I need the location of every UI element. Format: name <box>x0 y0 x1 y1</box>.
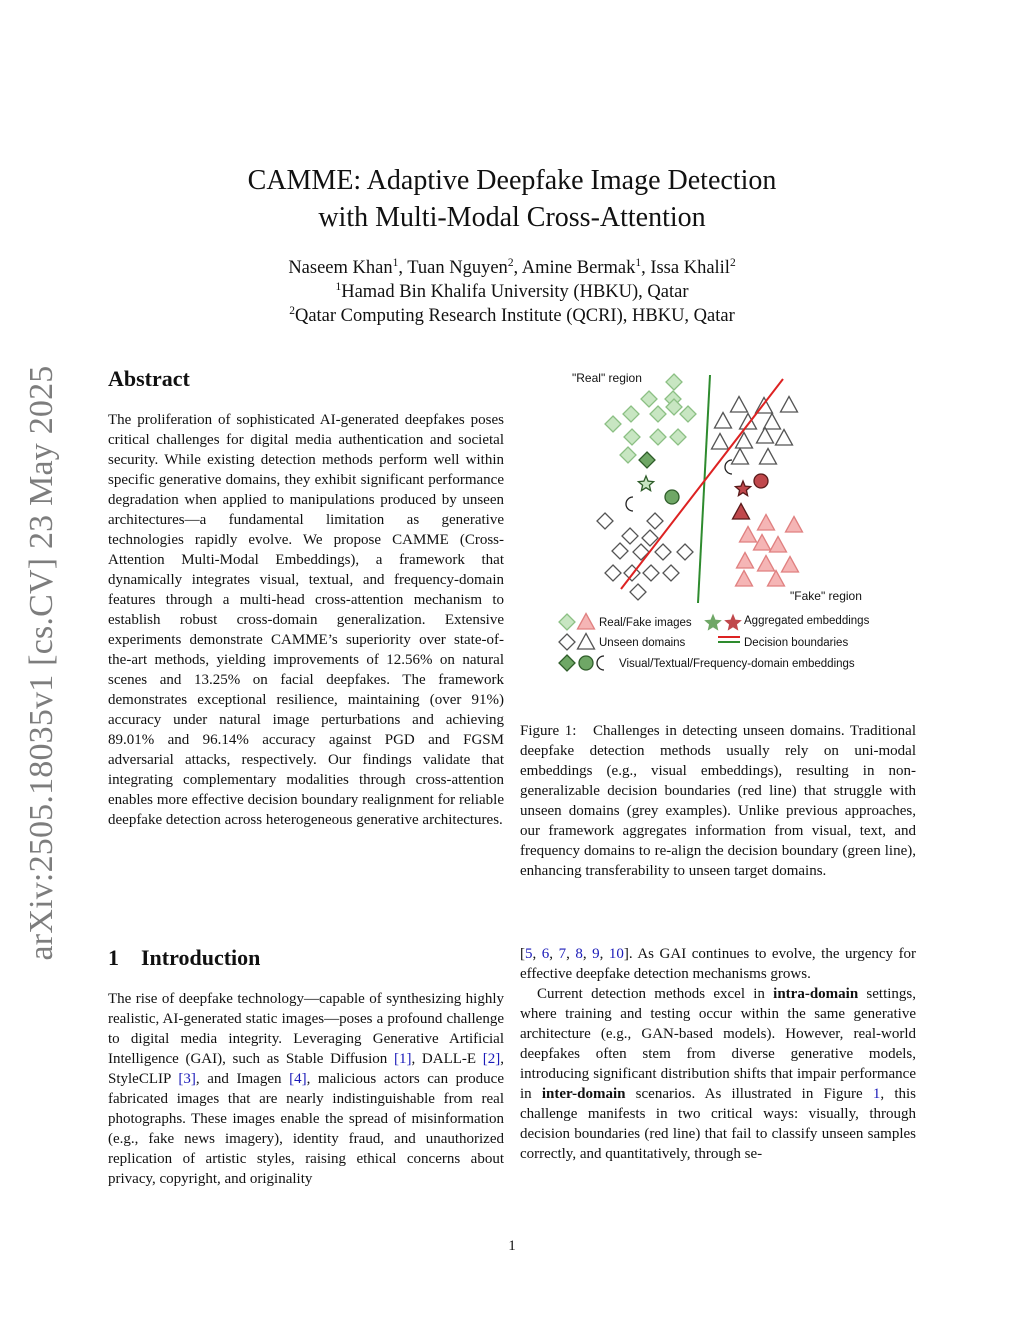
figure-caption <box>520 721 916 881</box>
real-sample-diamond <box>605 416 621 432</box>
arxiv-stamp <box>18 365 66 960</box>
fake-aggregated-embedding-star <box>735 481 750 496</box>
fake-sample-triangle <box>770 537 787 553</box>
fake-visual-embedding-triangle <box>733 504 750 520</box>
unseen-sample-diamond <box>633 544 649 560</box>
fake-sample-triangle <box>736 571 753 587</box>
legend-real-diamond <box>559 614 575 630</box>
arxiv-identifier: arXiv:2505.18035v1 [cs.CV] 23 May 2025 <box>23 365 60 960</box>
fake-sample-triangle <box>768 571 785 587</box>
author-list <box>160 256 864 280</box>
authors-block <box>160 256 864 328</box>
fake-sample-triangle <box>782 557 799 573</box>
citation-link[interactable]: 5 <box>525 946 533 962</box>
real-visual-embedding-diamond <box>639 452 655 468</box>
fake-sample-triangle <box>786 517 803 533</box>
real-sample-diamond <box>680 406 696 422</box>
abstract-heading: Abstract <box>108 366 190 391</box>
unseen-sample-diamond <box>663 565 679 581</box>
fake-sample-triangle <box>740 527 757 543</box>
citation-link[interactable]: [1] <box>393 1051 412 1067</box>
caption-text: Challenges in detecting unseen domains. Traditional deepfake detection methods usually rely on uni-modal embeddings (e.g., visual embeddings), resulting in non-generalizable decision boundaries (red line) that struggle with unseen domains (grey examples). Unlike previous approaches, our framework aggregates information from visual, text, and frequency domains to re-align the decision boundary (green line), enhancing transferability to unseen target domains. <box>520 723 916 879</box>
figure-reference-link[interactable]: 1 <box>872 1086 881 1102</box>
real-sample-diamond <box>650 406 666 422</box>
author-separator: , <box>398 258 408 278</box>
unseen-sample-diamond <box>677 544 693 560</box>
paper-title <box>160 162 864 236</box>
caption-label: Figure 1: <box>520 723 577 739</box>
unseen-sample-triangle <box>760 449 777 465</box>
intro-paragraph-continued: [5, 6, 7, 8, 9, 10]. As GAI continues to evolve, the urgency for effective deepfake detection mechanisms grows. <box>520 946 917 982</box>
unseen-sample-triangle <box>736 433 753 449</box>
section-title: Introduction <box>141 945 261 970</box>
fake-samples <box>736 515 803 587</box>
unseen-sample-triangle <box>712 434 729 450</box>
unseen-sample-triangle <box>757 428 774 444</box>
author-name: Tuan Nguyen <box>407 258 508 278</box>
bold-term: inter-domain <box>541 1086 626 1102</box>
real-sample-diamond <box>623 406 639 422</box>
abstract-paragraph: The proliferation of sophisticated AI-generated deepfakes poses critical challenges for digital media authentication and societal security. While existing detection methods perform well within specific generative domains, they exhibit significant performance degradation when applied to manipulations produced by unseen architectures—a fundamental limitation as generative technologies rapidly evolve. We propose CAMME (Cross-Attention Multi-Modal Embeddings), a framework that dynamically integrates visual, textual, and frequency-domain features through a multi-head cross-attention mechanism to establish robust cross-domain generalization. Extensive experiments demonstrate CAMME’s superiority over state-of-the-art methods, yielding improvements of 12.56% on natural scenes and 13.25% on facial deepfakes. The framework demonstrates exceptional resilience, maintaining (over 91%) accuracy under natural image perturbations and achieving 89.01% and 96.14% accuracy against PGD and FGSM adversarial attacks, respectively. Our findings validate that integrating complementary modalities through cross-attention enables more effective decision boundary realignment for reliable deepfake detection across heterogeneous generative architectures. <box>108 412 504 828</box>
citation-link[interactable]: [4] <box>289 1071 307 1087</box>
citation-link[interactable]: 7 <box>558 946 567 962</box>
citation-link[interactable]: 9 <box>592 946 600 962</box>
author-name: Naseem Khan <box>288 258 393 278</box>
real-sample-diamond <box>650 429 666 445</box>
title-line-1: CAMME: Adaptive Deepfake Image Detection <box>247 165 777 196</box>
unseen-sample-diamond <box>605 565 621 581</box>
abstract-body <box>108 410 504 830</box>
citation-link[interactable]: 6 <box>541 946 550 962</box>
fake-sample-triangle <box>758 556 775 572</box>
real-sample-diamond <box>641 391 657 407</box>
legend-frequency-crescent <box>597 656 604 670</box>
fake-region-label: "Fake" region <box>790 589 862 603</box>
figure-1-diagram <box>540 365 920 675</box>
author-affiliation-mark: 1 <box>635 257 642 270</box>
legend-real-fake-images: Real/Fake images <box>599 617 692 629</box>
section-heading-introduction <box>108 945 260 971</box>
real-region-label: "Real" region <box>572 371 642 385</box>
citation-link[interactable]: [2] <box>482 1051 501 1067</box>
real-sample-diamond <box>620 447 636 463</box>
unseen-sample-triangle <box>732 449 749 465</box>
fake-sample-triangle <box>758 515 775 531</box>
legend-fake-triangle <box>578 614 595 630</box>
unseen-sample-diamond <box>622 528 638 544</box>
unseen-sample-triangle <box>776 430 793 446</box>
real-frequency-embedding-crescent <box>626 497 633 511</box>
title-line-2: with Multi-Modal Cross-Attention <box>318 202 706 233</box>
unseen-sample-diamond <box>655 544 671 560</box>
author-name: Issa Khalil <box>650 258 730 278</box>
legend-decision-boundaries: Decision boundaries <box>744 637 849 649</box>
author-affiliation-mark: 2 <box>507 257 514 270</box>
real-aggregated-embedding-star <box>638 476 653 491</box>
affiliation: $^2$Qatar Computing Research Institute (QCRI), HBKU, Qatar <box>289 305 735 326</box>
author-affiliation-mark: 1 <box>392 257 399 270</box>
author-name: Amine Bermak <box>521 258 636 278</box>
legend-unseen-domains: Unseen domains <box>599 637 686 649</box>
figure-legend <box>559 614 870 672</box>
legend-aggregated-star-green <box>705 615 720 630</box>
legend-textual-circle <box>579 656 593 670</box>
legend-unseen-triangle <box>578 634 595 650</box>
unseen-sample-diamond <box>612 543 628 559</box>
legend-unseen-diamond <box>559 634 575 650</box>
real-embeddings <box>626 452 679 511</box>
affiliation: $^1$Hamad Bin Khalifa University (HBKU), Qatar <box>335 281 689 302</box>
unseen-sample-triangle <box>764 414 781 430</box>
section-number: 1 <box>108 945 119 970</box>
fake-frequency-embedding-crescent <box>725 460 732 474</box>
citation-link[interactable]: 10 <box>608 946 624 962</box>
unseen-sample-triangle <box>781 397 798 413</box>
real-sample-diamond <box>624 429 640 445</box>
legend-aggregated-embeddings: Aggregated embeddings <box>744 615 870 627</box>
author-separator: , <box>641 258 651 278</box>
page-number: 1 <box>508 1238 516 1254</box>
author-affiliation-mark: 2 <box>729 257 736 270</box>
fake-sample-triangle <box>737 553 754 569</box>
intro-left-column <box>108 989 504 1189</box>
legend-visual-diamond <box>559 655 575 671</box>
intro-paragraph: The rise of deepfake technology—capable of synthesizing highly realistic, AI-generated static images—poses a profound challenge to digital media integrity. Leveraging Generative Artificial Intelligence (GAI), such as Stable Diffusion [1], DALL-E [2], StyleCLIP [3], and Imagen [4], malicious actors can produce fabricated images that are nearly indistinguishable from real photographs. These images enable the spread of misinformation (e.g., fake news imagery), identity fraud, and unauthorized replication of artistic styles, raising ethical concerns about privacy, copyright, and originality <box>108 991 504 1187</box>
real-samples <box>605 374 696 463</box>
citation-link[interactable]: 8 <box>575 946 583 962</box>
legend-aggregated-star-red <box>725 615 740 630</box>
fake-embeddings <box>725 460 768 519</box>
unseen-sample-diamond <box>630 584 646 600</box>
unseen-sample-triangle <box>731 397 748 413</box>
real-sample-diamond <box>670 429 686 445</box>
citation-link[interactable]: [3] <box>178 1071 196 1087</box>
unseen-sample-diamond <box>643 565 659 581</box>
unseen-sample-diamond <box>597 513 613 529</box>
fake-textual-embedding-circle <box>754 474 768 488</box>
unseen-sample-triangle <box>715 413 732 429</box>
real-sample-diamond <box>666 374 682 390</box>
intro-right-column <box>520 944 916 1164</box>
legend-modal-embeddings: Visual/Textual/Frequency-domain embeddings <box>619 658 855 670</box>
green-decision-boundary <box>698 375 710 603</box>
intro-paragraph: Current detection methods excel in intra-domain settings, where training and testing occur within the same generative architecture (e.g., GAN-based models). However, real-world deepfakes often stem from diverse generative models, introducing significant distribution shifts that impair performance in inter-domain scenarios. As illustrated in Figure 1, this challenge manifests in two critical ways: visually, through decision boundaries (red line) that fail to classify unseen samples correctly, and quantitatively, through se- <box>520 986 916 1162</box>
bold-term: intra-domain <box>773 986 859 1002</box>
author-separator: , <box>513 258 522 278</box>
real-textual-embedding-circle <box>665 490 679 504</box>
unseen-sample-diamond <box>647 513 663 529</box>
